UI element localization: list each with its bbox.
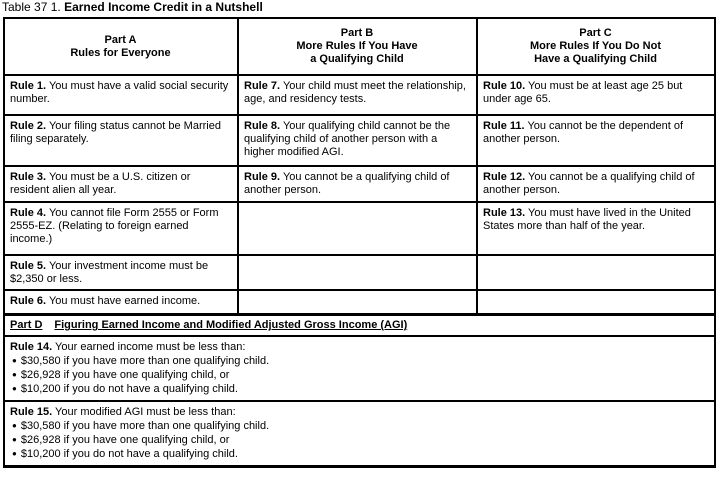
empty-cell <box>237 256 476 289</box>
table-title-main: Earned Income Credit in a Nutshell <box>64 0 263 14</box>
rule-14-bullet-2 <box>10 368 708 382</box>
header-part-b <box>237 19 476 74</box>
rule-13-cell <box>476 203 714 254</box>
bullet-icon: ● <box>12 370 17 379</box>
rule-15-intro: Your modified AGI must be less than: <box>55 406 236 418</box>
rule-10-text: You must be at least age 25 but under age 65. <box>483 80 683 105</box>
header-part-c-line1: Part C <box>579 27 612 39</box>
table-row <box>5 165 714 201</box>
rule-6-label: Rule 6. <box>10 295 47 307</box>
table-row <box>5 254 714 289</box>
bullet-icon: ● <box>12 435 17 444</box>
rule-11-label: Rule 11. <box>483 120 525 132</box>
rule-14-bullet-1 <box>10 354 708 368</box>
rule-14-row <box>5 335 714 400</box>
rule-2-text: Your filing status cannot be Married filing separately. <box>10 120 221 145</box>
rule-15-bullet-2-text: $26,928 if you have one qualifying child, or <box>20 434 230 446</box>
rule-3-text: You must be a U.S. citizen or resident alien all year. <box>10 171 191 196</box>
rule-2-label: Rule 2. <box>10 120 47 132</box>
rule-4-text: You cannot file Form 2555 or Form 2555-EZ. (Relating to foreign earned income.) <box>10 207 219 245</box>
header-part-a <box>5 19 237 74</box>
rule-11-cell <box>476 116 714 165</box>
rule-12-cell <box>476 167 714 201</box>
table-row <box>5 114 714 165</box>
rule-15-bullet-3 <box>10 447 708 461</box>
rule-12-text: You cannot be a qualifying child of another person. <box>483 171 695 196</box>
rule-3-label: Rule 3. <box>10 171 47 183</box>
rule-1-label: Rule 1. <box>10 80 47 92</box>
empty-cell <box>237 291 476 313</box>
rule-4-cell <box>5 203 237 254</box>
header-part-a-line1: Part A <box>104 33 137 46</box>
part-d-heading-row <box>5 313 714 335</box>
part-d-title: Figuring Earned Income and Modified Adjusted Gross Income (AGI) <box>54 319 408 331</box>
rule-14-bullet-2-text: $26,928 if you have one qualifying child, or <box>20 369 230 381</box>
header-part-b-line1: Part B <box>340 27 374 39</box>
rule-10-label: Rule 10. <box>483 80 526 92</box>
rule-5-cell <box>5 256 237 289</box>
rule-8-cell <box>237 116 476 165</box>
rule-14-intro-line <box>10 341 708 354</box>
bullet-icon: ● <box>12 384 17 393</box>
rule-12-label: Rule 12. <box>483 171 526 183</box>
header-part-c-line2: More Rules If You Do Not <box>530 40 661 52</box>
table-row <box>5 74 714 114</box>
rule-13-text: You must have lived in the United States more than half of the year. <box>483 207 691 232</box>
rule-5-text: Your investment income must be $2,350 or less. <box>10 260 209 285</box>
table-header-row <box>5 19 714 74</box>
rule-8-text: Your qualifying child cannot be the qualifying child of another person with a higher modified AGI. <box>244 120 451 158</box>
rule-15-bullet-1 <box>10 419 708 433</box>
rule-4-label: Rule 4. <box>10 207 47 219</box>
empty-cell <box>476 291 714 313</box>
part-d-label: Part D <box>10 319 43 331</box>
rule-5-label: Rule 5. <box>10 260 47 272</box>
rule-7-text: Your child must meet the relationship, age, and residency tests. <box>244 80 466 105</box>
rule-10-cell <box>476 76 714 114</box>
rule-15-label: Rule 15. <box>10 406 53 418</box>
rule-8-label: Rule 8. <box>244 120 281 132</box>
header-part-b-line2: More Rules If You Have <box>296 40 418 52</box>
rule-14-label: Rule 14. <box>10 341 53 353</box>
rule-15-intro-line <box>10 406 708 419</box>
eic-nutshell-table <box>3 17 716 468</box>
rule-6-cell <box>5 291 237 313</box>
rule-14-bullet-3 <box>10 382 708 396</box>
table-title <box>2 0 263 14</box>
bullet-icon: ● <box>12 449 17 458</box>
rule-14-intro: Your earned income must be less than: <box>55 341 246 353</box>
rule-15-row <box>5 400 714 465</box>
rule-2-cell <box>5 116 237 165</box>
bullet-icon: ● <box>12 356 17 365</box>
table-title-prefix: Table 37 1. <box>2 0 61 14</box>
rule-1-text: You must have a valid social security number. <box>10 80 229 105</box>
rule-9-text: You cannot be a qualifying child of another person. <box>244 171 450 196</box>
rule-9-cell <box>237 167 476 201</box>
header-part-c-line3: Have a Qualifying Child <box>534 53 657 65</box>
header-part-a-line2: Rules for Everyone <box>70 46 171 59</box>
bullet-icon: ● <box>12 421 17 430</box>
header-part-b-line3: a Qualifying Child <box>310 53 404 65</box>
rule-13-label: Rule 13. <box>483 207 526 219</box>
header-part-c <box>476 19 714 74</box>
rule-7-cell <box>237 76 476 114</box>
rule-14-bullet-1-text: $30,580 if you have more than one qualifying child. <box>20 355 270 367</box>
rule-15-bullet-2 <box>10 433 708 447</box>
rule-15-bullet-1-text: $30,580 if you have more than one qualifying child. <box>20 420 270 432</box>
table-row <box>5 201 714 254</box>
empty-cell <box>476 256 714 289</box>
rule-7-label: Rule 7. <box>244 80 281 92</box>
rule-14-bullet-3-text: $10,200 if you do not have a qualifying child. <box>20 383 238 395</box>
rule-3-cell <box>5 167 237 201</box>
rule-6-text: You must have earned income. <box>48 295 201 307</box>
rule-15-bullet-3-text: $10,200 if you do not have a qualifying child. <box>20 448 238 460</box>
rule-11-text: You cannot be the dependent of another person. <box>483 120 684 145</box>
rule-1-cell <box>5 76 237 114</box>
rule-9-label: Rule 9. <box>244 171 281 183</box>
empty-cell <box>237 203 476 254</box>
table-row <box>5 289 714 313</box>
